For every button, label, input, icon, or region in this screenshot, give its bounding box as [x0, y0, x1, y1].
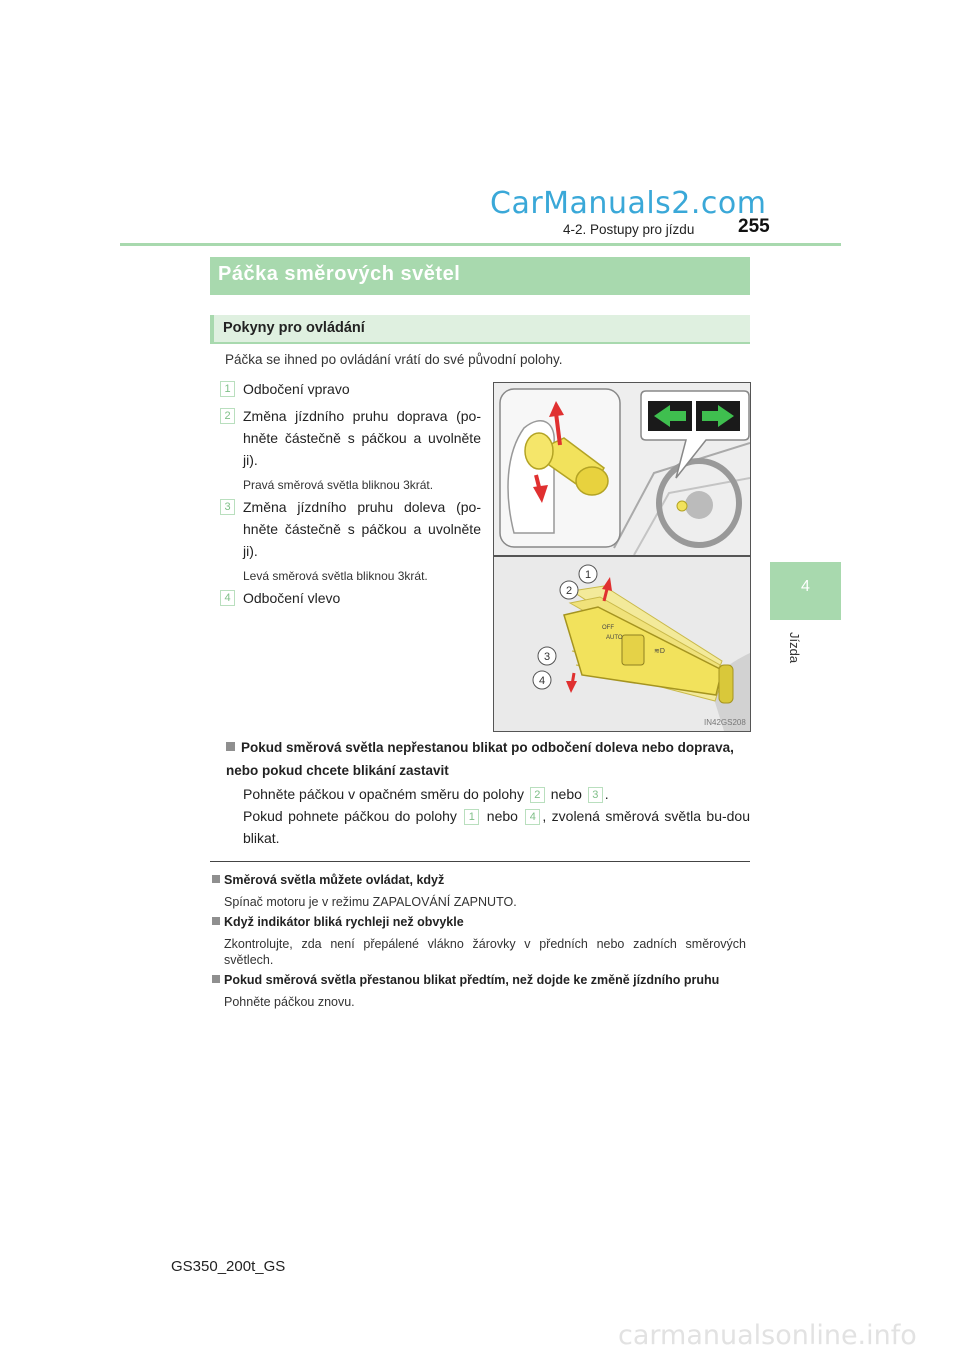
- fog-light-icon: ≋D: [654, 648, 665, 655]
- model-code: GS350_200t_GS: [171, 1258, 286, 1275]
- bullet-heading: [226, 736, 750, 782]
- chapter-side-label-text: Jízda: [787, 632, 802, 664]
- section-title-bar: [210, 257, 750, 295]
- subsection-title-bar: [210, 315, 750, 344]
- note-square-icon: [212, 975, 220, 983]
- note-heading-2: [212, 915, 752, 929]
- chapter-side-label: [772, 632, 816, 682]
- bullet-square-icon: [226, 742, 235, 751]
- chapter-title: 4-2. Postupy pro jízdu: [563, 222, 695, 237]
- section-title: Páčka směrových světel: [218, 263, 461, 285]
- item-note-3: Levá směrová světla bliknou 3krát.: [243, 569, 428, 583]
- lever-label-off: OFF: [602, 625, 614, 631]
- turn-signal-lever-figure: [493, 382, 751, 732]
- note-text-2: Zkontrolujte, zda není přepálené vlákno žárovky v předních nebo zadních směrových světlech.: [224, 937, 746, 967]
- note-heading-1: [212, 873, 752, 887]
- note-heading-3: [212, 973, 752, 987]
- footer-watermark: carmanualsonline.info: [618, 1320, 917, 1351]
- p2-text-a: Pokud pohnete páčkou do polohy: [243, 808, 457, 824]
- note-heading-3-text: Pokud směrová světla přestanou blikat předtím, než dojde ke změně jízdního pruhu: [224, 973, 720, 987]
- light-switch-dial: [622, 635, 644, 665]
- item-number-3: 3: [220, 499, 235, 515]
- lever-location-marker: [677, 501, 687, 511]
- p2-number-1: 1: [464, 809, 479, 825]
- note-text-3: Pohněte páčkou znovu.: [224, 995, 355, 1009]
- header-rule: [120, 243, 841, 246]
- note-square-icon: [212, 917, 220, 925]
- p1-text-c: .: [604, 786, 609, 802]
- bullet-paragraph-1: [243, 783, 750, 805]
- note-heading-2-text: Když indikátor bliká rychleji než obvykle: [224, 915, 464, 929]
- figure-code: IN42GS208: [704, 718, 746, 727]
- page-number: 255: [738, 216, 770, 237]
- item-number-1: 1: [220, 381, 235, 397]
- note-text-1: Spínač motoru je v režimu ZAPALOVÁNÍ ZAPNUTO.: [224, 895, 517, 909]
- item-number-4: 4: [220, 590, 235, 606]
- item-text-4: Odbočení vlevo: [243, 590, 341, 606]
- item-text-3: Změna jízdního pruhu doleva (po-hněte částečně s páčkou a uvolněte ji).: [243, 499, 481, 559]
- item-text-2: Změna jízdního pruhu doprava (po-hněte částečně s páčkou a uvolněte ji).: [243, 408, 481, 468]
- figure-illustration: [494, 383, 750, 731]
- callout-2-label: 2: [565, 585, 573, 597]
- p1-number-2: 2: [530, 787, 545, 803]
- item-text-1: Odbočení vpravo: [243, 381, 350, 397]
- note-heading-1-text: Směrová světla můžete ovládat, když: [224, 873, 445, 887]
- chapter-tab: [770, 562, 841, 620]
- callout-4-label: 4: [538, 675, 546, 687]
- item-number-2: 2: [220, 408, 235, 424]
- p2-text-c: , zvolená směrová světla bu-dou blikat.: [243, 808, 751, 846]
- callout-1-label: 1: [584, 569, 592, 581]
- notes-separator: [210, 861, 750, 862]
- figure-divider: [494, 555, 750, 557]
- p2-number-4: 4: [525, 809, 540, 825]
- chapter-tab-number: 4: [801, 578, 810, 595]
- subsection-title: Pokyny pro ovládání: [223, 320, 365, 336]
- steering-hub: [685, 491, 713, 519]
- lever-base: [576, 467, 608, 495]
- bullet-paragraph-2: [243, 805, 750, 849]
- bullet-heading-text: Pokud směrová světla nepřestanou blikat po odbočení doleva nebo doprava, nebo pokud chcete blikání zastavit: [226, 740, 734, 778]
- p1-text-a: Pohněte páčkou v opačném směru do polohy: [243, 786, 524, 802]
- callout-3-label: 3: [543, 651, 551, 663]
- p2-text-b: nebo: [486, 808, 518, 824]
- p1-number-3: 3: [588, 787, 603, 803]
- lever-label-auto: AUTO: [606, 635, 623, 641]
- p1-text-b: nebo: [550, 786, 582, 802]
- lever-tip: [525, 433, 553, 469]
- lever-end: [719, 665, 733, 703]
- intro-text: Páčka se ihned po ovládání vrátí do své původní polohy.: [225, 352, 563, 367]
- item-note-2: Pravá směrová světla bliknou 3krát.: [243, 478, 434, 492]
- brand-watermark: CarManuals2.com: [490, 186, 767, 221]
- note-square-icon: [212, 875, 220, 883]
